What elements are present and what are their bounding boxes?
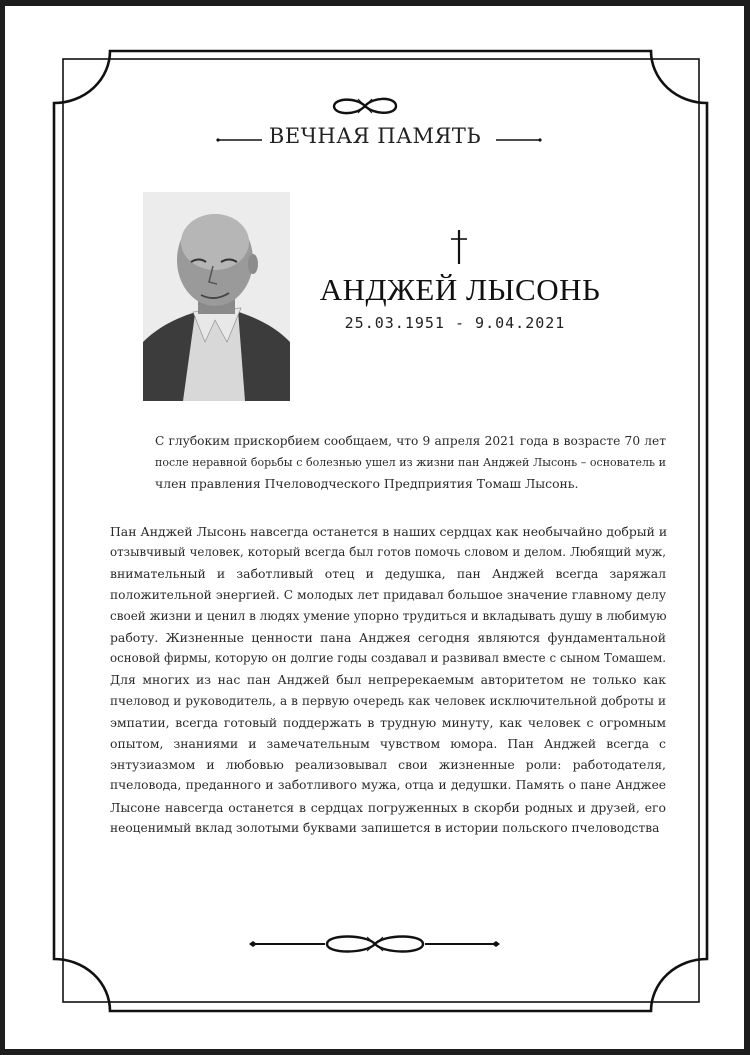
text-line: положительной энергией. С молодых лет придавал большое значение главному делу (110, 587, 666, 602)
text-line: опытом, знаниями и замечательным чувством юмора. Пан Анджей всегда с (110, 736, 666, 752)
text-line: своей жизни и ценил в людях умение упорно трудиться и вкладывать душу в любимую (110, 608, 667, 623)
text-line: после неравной борьбы с болезнью ушел из жизни пан Анджей Лысонь – основатель и (155, 456, 666, 470)
text-line: Для многих из нас пан Анджей был непререкаемым авторитетом не только как (110, 672, 666, 688)
text-line: неоценимый вклад золотыми буквами запишется в истории польского пчеловодства (110, 820, 660, 835)
portrait-illustration (143, 192, 290, 401)
text-line: основой фирмы, которую он долгие годы создавал и развивал вместе с сыном Томашем. (110, 651, 666, 666)
biography-paragraph (110, 521, 666, 839)
text-line: работу. Жизненные ценности пана Анджея сегодня являются фундаментальной (110, 630, 666, 646)
portrait-photo (143, 192, 290, 401)
text-line: С глубоким прискорбием сообщаем, что 9 апреля 2021 года в возрасте 70 лет (155, 434, 666, 448)
text-line: эмпатии, всегда готовый поддержать в трудную минуту, как человек с огромным (110, 714, 666, 730)
text-line: Пан Анджей Лысонь навсегда останется в наших сердцах как необычайно добрый и (110, 524, 668, 539)
text-line: пчеловод и руководитель, а в первую очередь как человек исключительной доброты и (110, 693, 666, 708)
text-line: энтузиазмом и любовью реализовывал свои жизненные роли: работодателя, (110, 757, 666, 773)
life-dates: 25.03.1951 - 9.04.2021 (344, 314, 566, 332)
text-line: отзывчивый человек, который всегда был готов помочь словом и делом. Любящий муж, (110, 545, 666, 560)
text-line: член правления Пчеловодческого Предприятия Томаш Лысонь. (155, 476, 579, 492)
deceased-name: АНДЖЕЙ ЛЫСОНЬ (319, 272, 601, 307)
text-line: Лысоне навсегда останется в сердцах погруженных в скорби родных и друзей, его (110, 799, 666, 815)
text-line: внимательный и заботливый отец и дедушка, пан Анджей всегда заряжал (110, 566, 666, 582)
text-line: пчеловода, преданного и заботливого мужа, отца и дедушки. Память о пане Анджее (110, 778, 666, 793)
page-title: ВЕЧНАЯ ПАМЯТЬ (268, 124, 482, 148)
latin-cross-icon (448, 228, 470, 266)
announcement-paragraph (110, 431, 666, 495)
